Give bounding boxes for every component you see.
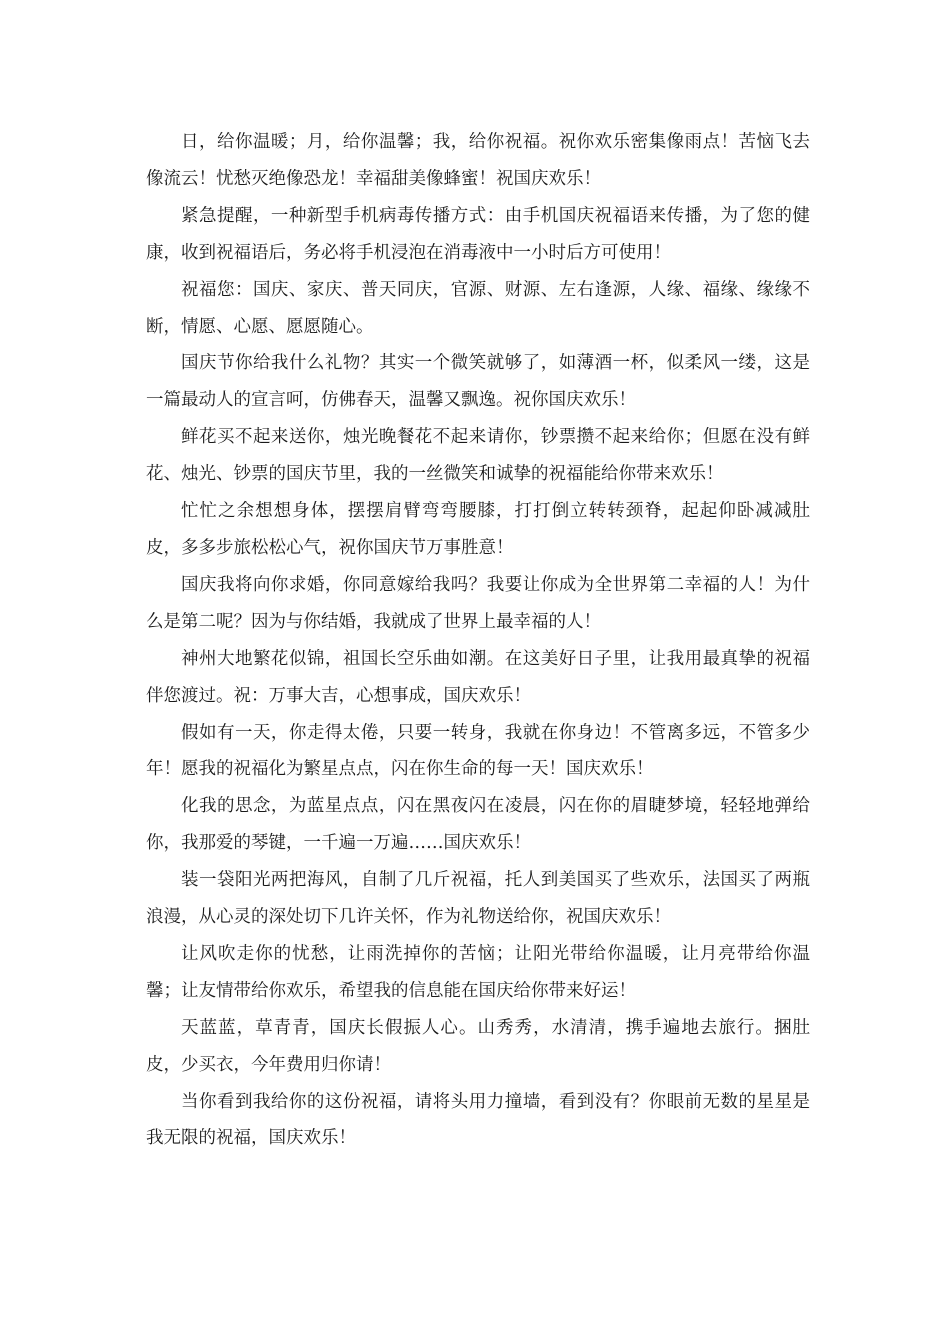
paragraph-13: 天蓝蓝，草青青，国庆长假振人心。山秀秀，水清清，携手遍地去旅行。捆肚皮，少买衣，今年费用归你请！ [146, 1017, 810, 1075]
paragraph-1: 日，给你温暖；月，给你温馨；我，给你祝福。祝你欢乐密集像雨点！苦恼飞去像流云！忧愁灭绝像恐龙！幸福甜美像蜂蜜！祝国庆欢乐！ [146, 132, 810, 189]
paragraph-7: 国庆我将向你求婚，你同意嫁给我吗？我要让你成为全世界第二幸福的人！为什么是第二呢？因为与你结婚，我就成了世界上最幸福的人！ [146, 574, 810, 632]
paragraph-2: 紧急提醒，一种新型手机病毒传播方式：由手机国庆祝福语来传播，为了您的健康，收到祝福语后，务必将手机浸泡在消毒液中一小时后方可使用！ [146, 205, 810, 263]
document-body [146, 124, 810, 1157]
paragraph-11: 装一袋阳光两把海风，自制了几斤祝福，托人到美国买了些欢乐，法国买了两瓶浪漫，从心灵的深处切下几许关怀，作为礼物送给你，祝国庆欢乐！ [146, 870, 810, 928]
paragraph-6: 忙忙之余想想身体，摆摆肩臂弯弯腰膝，打打倒立转转颈脊，起起仰卧减减肚皮，多多步旅松松心气，祝你国庆节万事胜意！ [146, 501, 810, 558]
paragraph-9: 假如有一天，你走得太倦，只要一转身，我就在你身边！不管离多远，不管多少年！愿我的祝福化为繁星点点，闪在你生命的每一天！国庆欢乐！ [146, 722, 810, 780]
paragraph-4: 国庆节你给我什么礼物？其实一个微笑就够了，如薄酒一杯，似柔风一缕，这是一篇最动人的宣言呵，仿佛春天，温馨又飘逸。祝你国庆欢乐！ [146, 353, 810, 411]
paragraph-5: 鲜花买不起来送你，烛光晚餐花不起来请你，钞票攒不起来给你；但愿在没有鲜花、烛光、钞票的国庆节里，我的一丝微笑和诚挚的祝福能给你带来欢乐！ [146, 427, 810, 485]
paragraph-14: 当你看到我给你的这份祝福，请将头用力撞墙，看到没有？你眼前无数的星星是我无限的祝福，国庆欢乐！ [146, 1091, 810, 1149]
paragraph-10: 化我的思念，为蓝星点点，闪在黑夜闪在凌晨，闪在你的眉睫梦境，轻轻地弹给你，我那爱的琴键，一千遍一万遍……国庆欢乐！ [146, 796, 810, 854]
paragraph-8: 神州大地繁花似锦，祖国长空乐曲如潮。在这美好日子里，让我用最真挚的祝福伴您渡过。祝：万事大吉，心想事成，国庆欢乐！ [146, 648, 810, 706]
paragraph-3: 祝福您：国庆、家庆、普天同庆，官源、财源、左右逢源，人缘、福缘、缘缘不断，情愿、心愿、愿愿随心。 [146, 279, 810, 337]
paragraph-12: 让风吹走你的忧愁，让雨洗掉你的苦恼；让阳光带给你温暖，让月亮带给你温馨；让友情带给你欢乐，希望我的信息能在国庆给你带来好运！ [146, 943, 810, 1001]
